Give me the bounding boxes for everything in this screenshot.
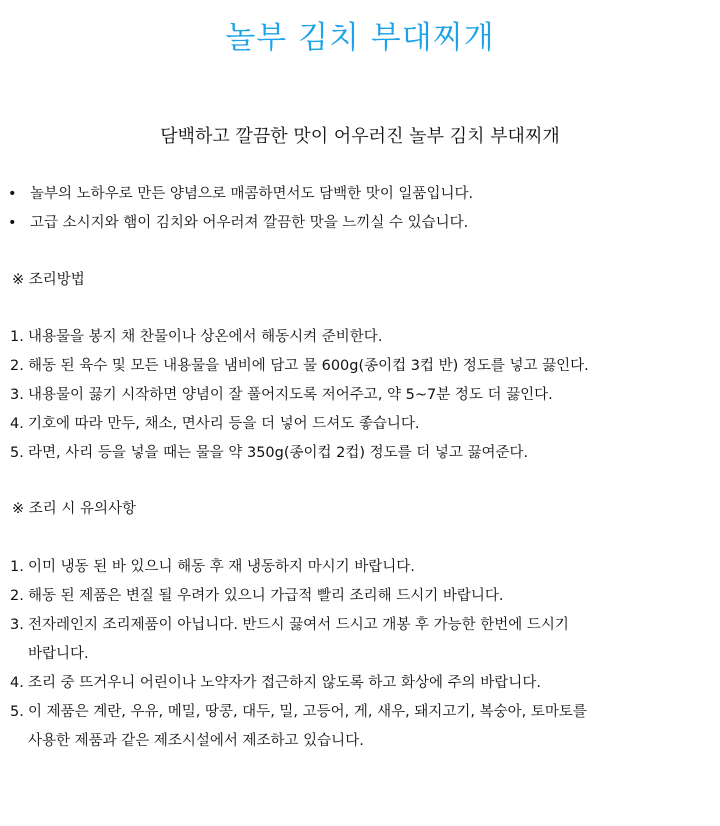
page-subtitle: 담백하고 깔끔한 맛이 어우러진 놀부 김치 부대찌개 — [160, 126, 560, 147]
step-text-continued: 바랍니다. — [28, 646, 89, 662]
step-text: 해동 된 제품은 변질 될 우려가 있으니 가급적 빨리 조리해 드시기 바랍니다. — [28, 588, 504, 604]
step-number: 2. — [10, 358, 24, 374]
caution-steps-list — [10, 553, 587, 756]
step-number: 2. — [10, 588, 24, 604]
step-number: 3. — [10, 617, 24, 633]
step-number: 1. — [10, 559, 24, 575]
step-text: 라면, 사리 등을 넣을 때는 물을 약 350g(종이컵 2컵) 정도를 더 넣고 끓여준다. — [28, 445, 529, 461]
caution-step-item — [10, 582, 587, 611]
cooking-step-item — [10, 352, 589, 381]
feature-bullet-text: 놀부의 노하우로 만든 양념으로 매콤하면서도 담백한 맛이 일품입니다. — [30, 186, 474, 202]
step-text: 내용물이 끓기 시작하면 양념이 잘 풀어지도록 저어주고, 약 5~7분 정도 더 끓인다. — [28, 387, 553, 403]
caution-step-item — [10, 553, 587, 582]
cooking-step-item — [10, 381, 589, 410]
page-title: 놀부 김치 부대찌개 — [225, 20, 495, 56]
step-number: 1. — [10, 329, 24, 345]
feature-bullet-item — [0, 180, 473, 209]
step-text: 해동 된 육수 및 모든 내용물을 냄비에 담고 물 600g(종이컵 3컵 반) 정도를 넣고 끓인다. — [28, 358, 589, 374]
cooking-method-heading: ※ 조리방법 — [12, 272, 85, 288]
feature-bullet-text: 고급 소시지와 햄이 김치와 어우러져 깔끔한 맛을 느끼실 수 있습니다. — [30, 215, 469, 231]
bullet-dot: • — [8, 186, 17, 202]
caution-heading: ※ 조리 시 유의사항 — [12, 501, 137, 517]
step-text: 내용물을 봉지 채 찬물이나 상온에서 해동시켜 준비한다. — [28, 329, 383, 345]
step-number: 5. — [10, 445, 24, 461]
feature-bullet-item — [0, 209, 473, 238]
step-number: 5. — [10, 704, 24, 720]
step-text: 조리 중 뜨거우니 어린이나 노약자가 접근하지 않도록 하고 화상에 주의 바랍니다. — [28, 675, 541, 691]
cooking-step-item — [10, 323, 589, 352]
feature-bullet-list — [0, 180, 473, 238]
step-text-continued: 사용한 제품과 같은 제조시설에서 제조하고 있습니다. — [28, 733, 364, 749]
cooking-step-item — [10, 410, 589, 439]
caution-step-item — [10, 669, 587, 698]
step-text: 전자레인지 조리제품이 아닙니다. 반드시 끓여서 드시고 개봉 후 가능한 한번에 드시기 — [28, 617, 569, 633]
step-text: 이미 냉동 된 바 있으니 해동 후 재 냉동하지 마시기 바랍니다. — [28, 559, 415, 575]
step-number: 4. — [10, 416, 24, 432]
step-number: 4. — [10, 675, 24, 691]
step-text: 기호에 따라 만두, 채소, 면사리 등을 더 넣어 드셔도 좋습니다. — [28, 416, 420, 432]
caution-step-item — [10, 611, 587, 669]
cooking-steps-list — [10, 323, 589, 468]
caution-step-item — [10, 698, 587, 756]
bullet-dot: • — [8, 215, 17, 231]
step-number: 3. — [10, 387, 24, 403]
step-text: 이 제품은 계란, 우유, 메밀, 땅콩, 대두, 밀, 고등어, 게, 새우, 돼지고기, 복숭아, 토마토를 — [28, 704, 587, 720]
cooking-step-item — [10, 439, 589, 468]
